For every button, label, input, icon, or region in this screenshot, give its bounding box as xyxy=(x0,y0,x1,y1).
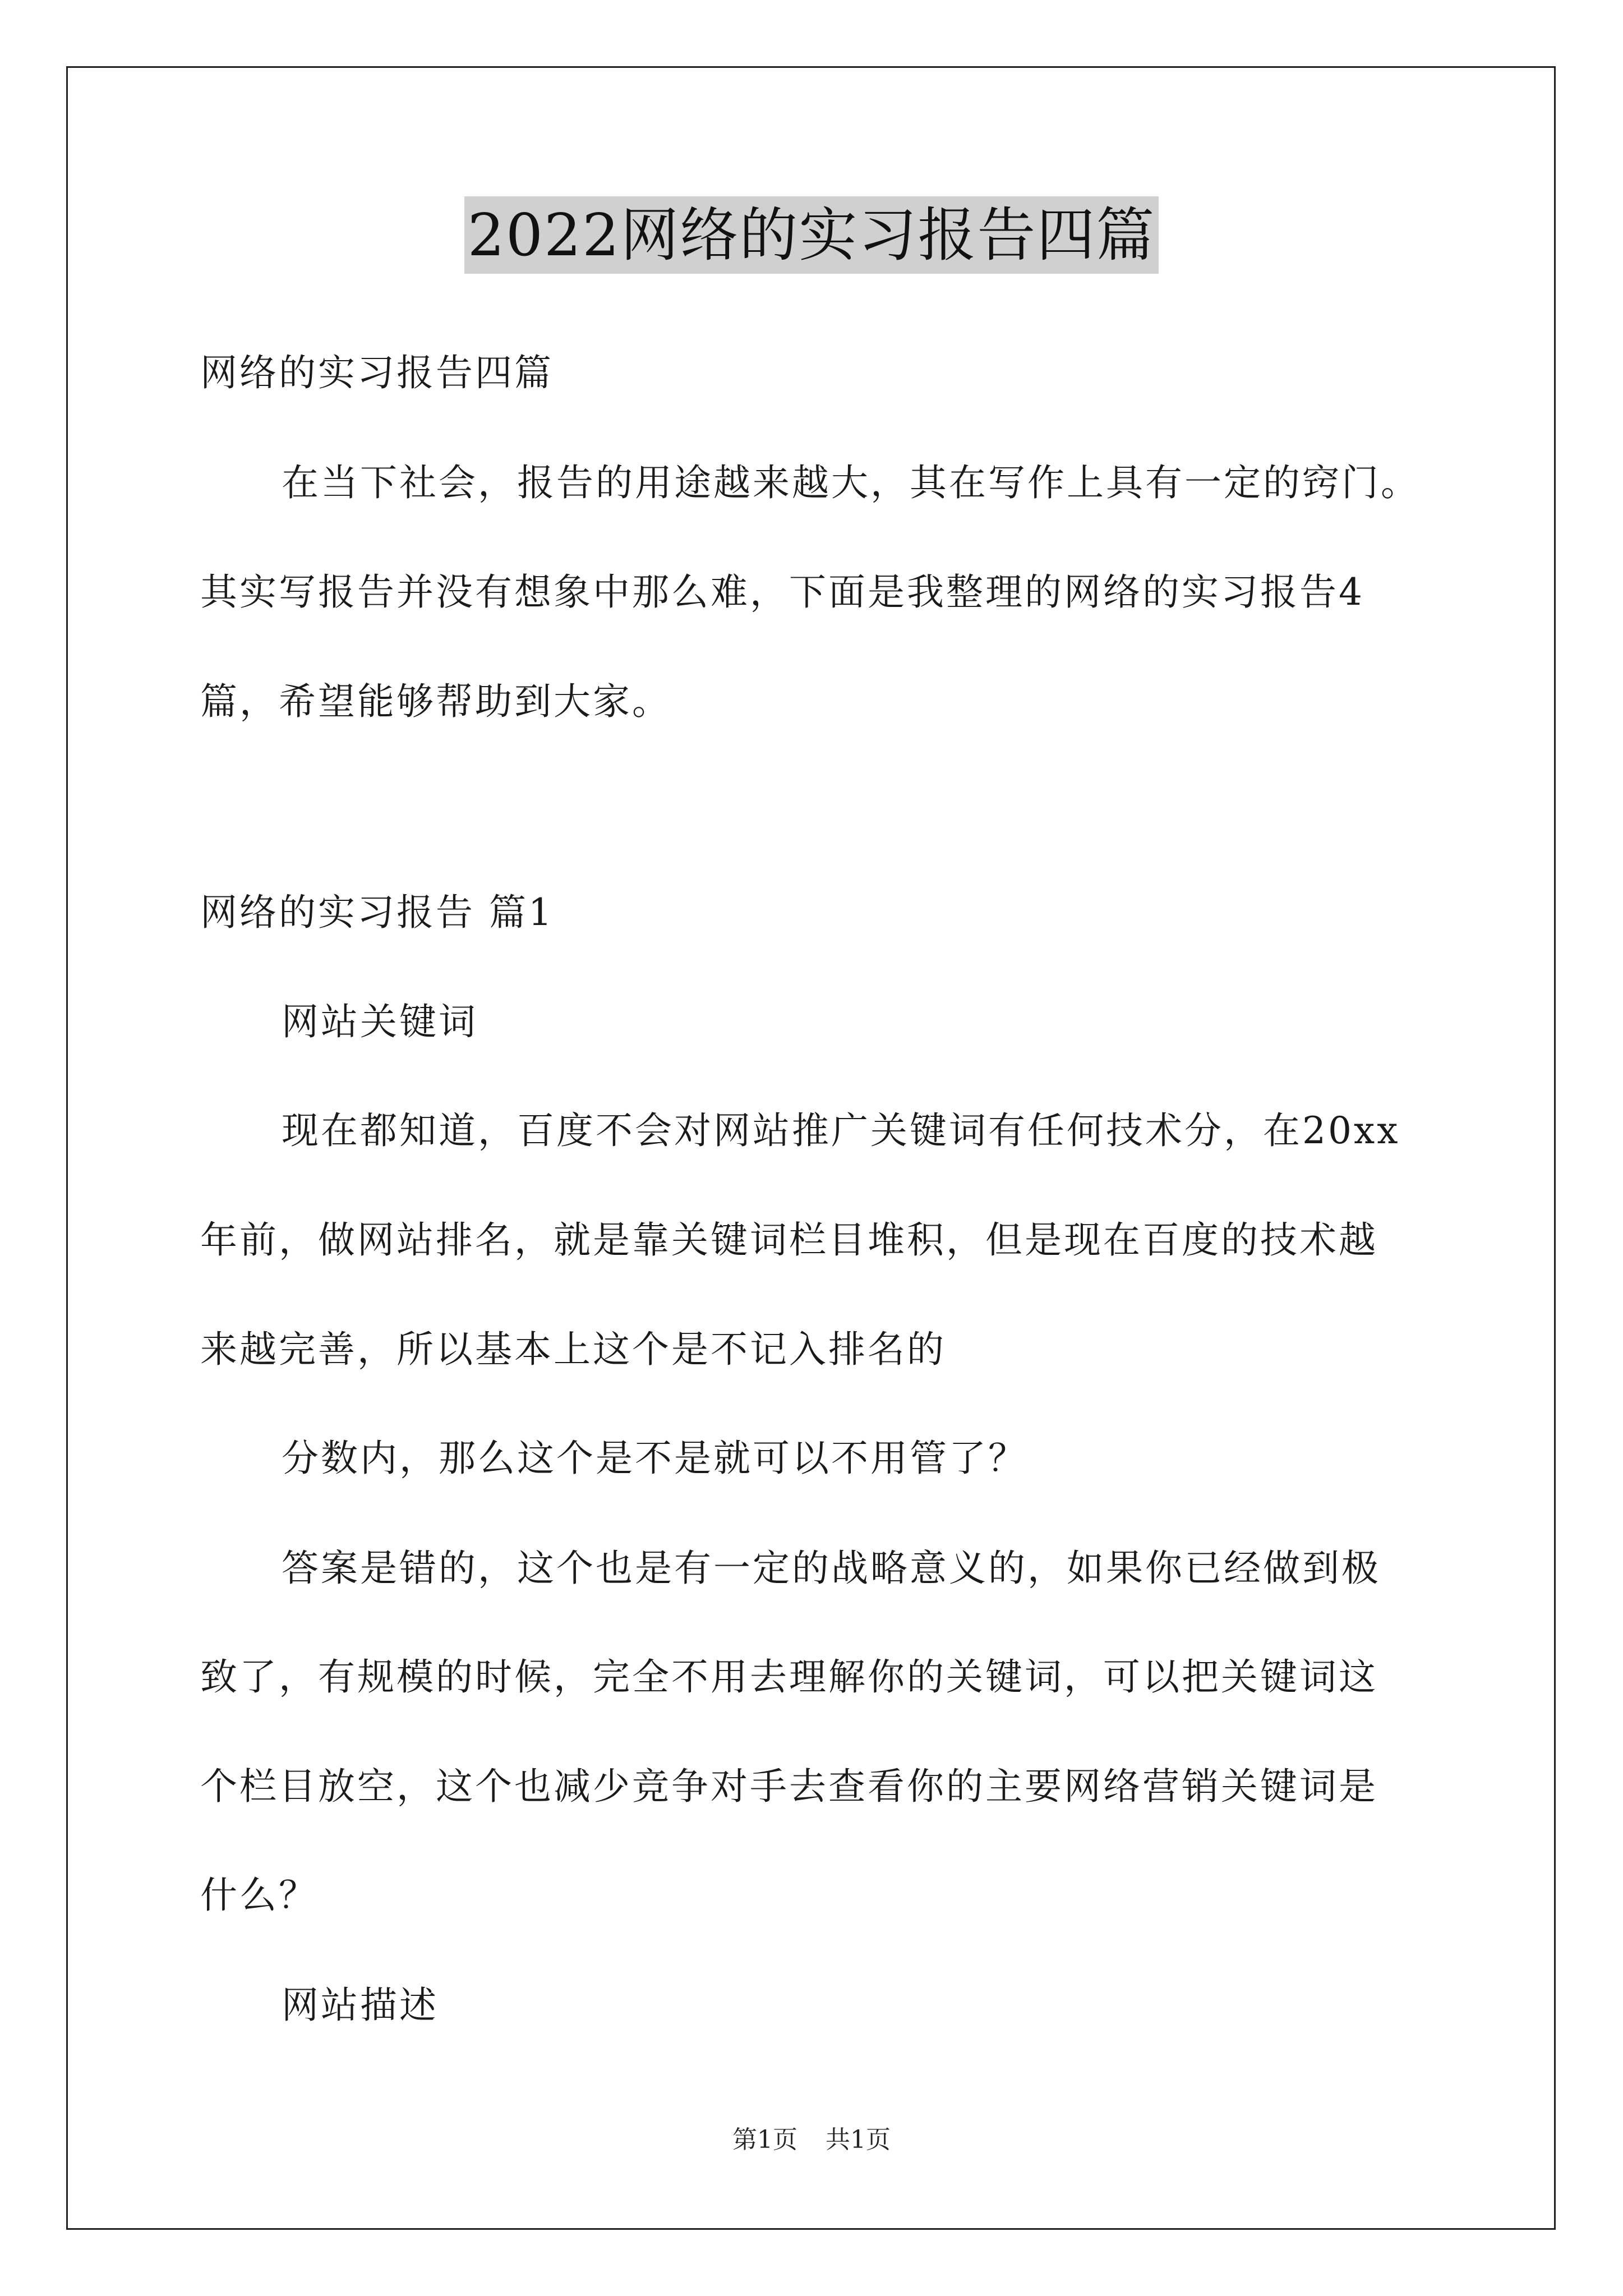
document-title: 2022网络的实习报告四篇 xyxy=(464,196,1159,274)
paragraph-line: 篇，希望能够帮助到大家。 xyxy=(200,680,671,723)
paragraph-line: 现在都知道，百度不会对网站推广关键词有任何技术分，在20xx xyxy=(282,1109,1400,1152)
title-container xyxy=(0,196,1623,274)
paragraph-line: 致了，有规模的时候，完全不用去理解你的关键词，可以把关键词这 xyxy=(200,1655,1378,1699)
page-number-total: 共1页 xyxy=(826,2125,891,2154)
paragraph-line: 个栏目放空，这个也减少竞争对手去查看你的主要网络营销关键词是 xyxy=(200,1765,1378,1808)
subheading-line: 网站描述 xyxy=(282,1984,439,2027)
page-number-current: 第1页 xyxy=(732,2125,797,2154)
subtitle-line: 网络的实习报告四篇 xyxy=(200,351,554,394)
paragraph-line: 分数内，那么这个是不是就可以不用管了？ xyxy=(282,1437,1027,1480)
paragraph-line: 来越完善，所以基本上这个是不记入排名的 xyxy=(200,1328,946,1371)
subheading-line: 网站关键词 xyxy=(282,1000,478,1043)
section-heading: 网络的实习报告 篇1 xyxy=(200,891,554,934)
paragraph-line: 年前，做网站排名，就是靠关键词栏目堆积，但是现在百度的技术越 xyxy=(200,1218,1378,1262)
paragraph-line: 答案是错的，这个也是有一定的战略意义的，如果你已经做到极 xyxy=(282,1547,1381,1590)
paragraph-line: 什么？ xyxy=(200,1874,318,1917)
page-footer xyxy=(0,2123,1623,2157)
paragraph-line: 其实写报告并没有想象中那么难，下面是我整理的网络的实习报告4 xyxy=(200,570,1364,614)
paragraph-line: 在当下社会，报告的用途越来越大，其在写作上具有一定的窍门。 xyxy=(282,461,1420,504)
